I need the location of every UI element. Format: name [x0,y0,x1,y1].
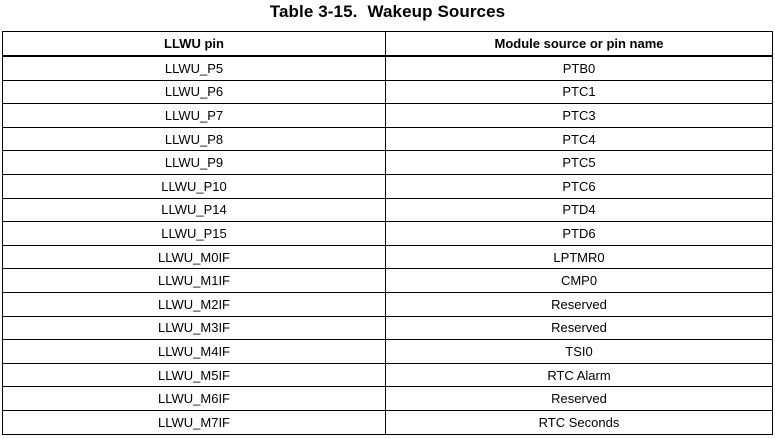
module-source-cell: PTC5 [386,151,773,175]
llwu-pin-cell: LLWU_P7 [3,104,386,128]
llwu-pin-cell: LLWU_M3IF [3,316,386,340]
module-source-cell: LPTMR0 [386,245,773,269]
table-row [3,363,773,387]
module-source-cell: PTD4 [386,198,773,222]
table-row [3,292,773,316]
module-source-cell: CMP0 [386,269,773,293]
llwu-pin-cell: LLWU_P9 [3,151,386,175]
llwu-pin-cell: LLWU_M5IF [3,363,386,387]
llwu-pin-cell: LLWU_P5 [3,56,386,80]
table-row [3,410,773,434]
llwu-pin-cell: LLWU_M6IF [3,387,386,411]
llwu-pin-cell: LLWU_P14 [3,198,386,222]
table-row [3,127,773,151]
table-row [3,174,773,198]
module-source-cell: RTC Alarm [386,363,773,387]
table-number: Table 3-15. [269,2,358,21]
table-row [3,80,773,104]
llwu-pin-cell: LLWU_P8 [3,127,386,151]
llwu-pin-cell: LLWU_M4IF [3,340,386,364]
table-row [3,316,773,340]
table-row [3,387,773,411]
llwu-pin-cell: LLWU_P6 [3,80,386,104]
module-source-cell: PTC3 [386,104,773,128]
llwu-pin-cell: LLWU_M7IF [3,410,386,434]
table-body [3,56,773,434]
module-source-cell: PTC1 [386,80,773,104]
module-source-cell: Reserved [386,387,773,411]
table-row [3,269,773,293]
module-source-cell: Reserved [386,316,773,340]
header-llwu-pin: LLWU pin [3,32,386,57]
module-source-cell: PTC4 [386,127,773,151]
llwu-pin-cell: LLWU_M1IF [3,269,386,293]
module-source-cell: TSI0 [386,340,773,364]
llwu-pin-cell: LLWU_M0IF [3,245,386,269]
module-source-cell: PTC6 [386,174,773,198]
module-source-cell: PTD6 [386,222,773,246]
llwu-pin-cell: LLWU_M2IF [3,292,386,316]
module-source-cell: RTC Seconds [386,410,773,434]
header-row [3,32,773,57]
table-title: Wakeup Sources [367,2,506,21]
llwu-pin-cell: LLWU_P10 [3,174,386,198]
module-source-cell: PTB0 [386,56,773,80]
table-row [3,56,773,80]
table-row [3,222,773,246]
table-header [3,32,773,57]
table-row [3,151,773,175]
llwu-pin-cell: LLWU_P15 [3,222,386,246]
table-row [3,198,773,222]
table-row [3,340,773,364]
header-module-source: Module source or pin name [386,32,773,57]
wakeup-sources-table [2,31,773,435]
table-row [3,104,773,128]
table-caption [0,0,775,26]
module-source-cell: Reserved [386,292,773,316]
table-row [3,245,773,269]
